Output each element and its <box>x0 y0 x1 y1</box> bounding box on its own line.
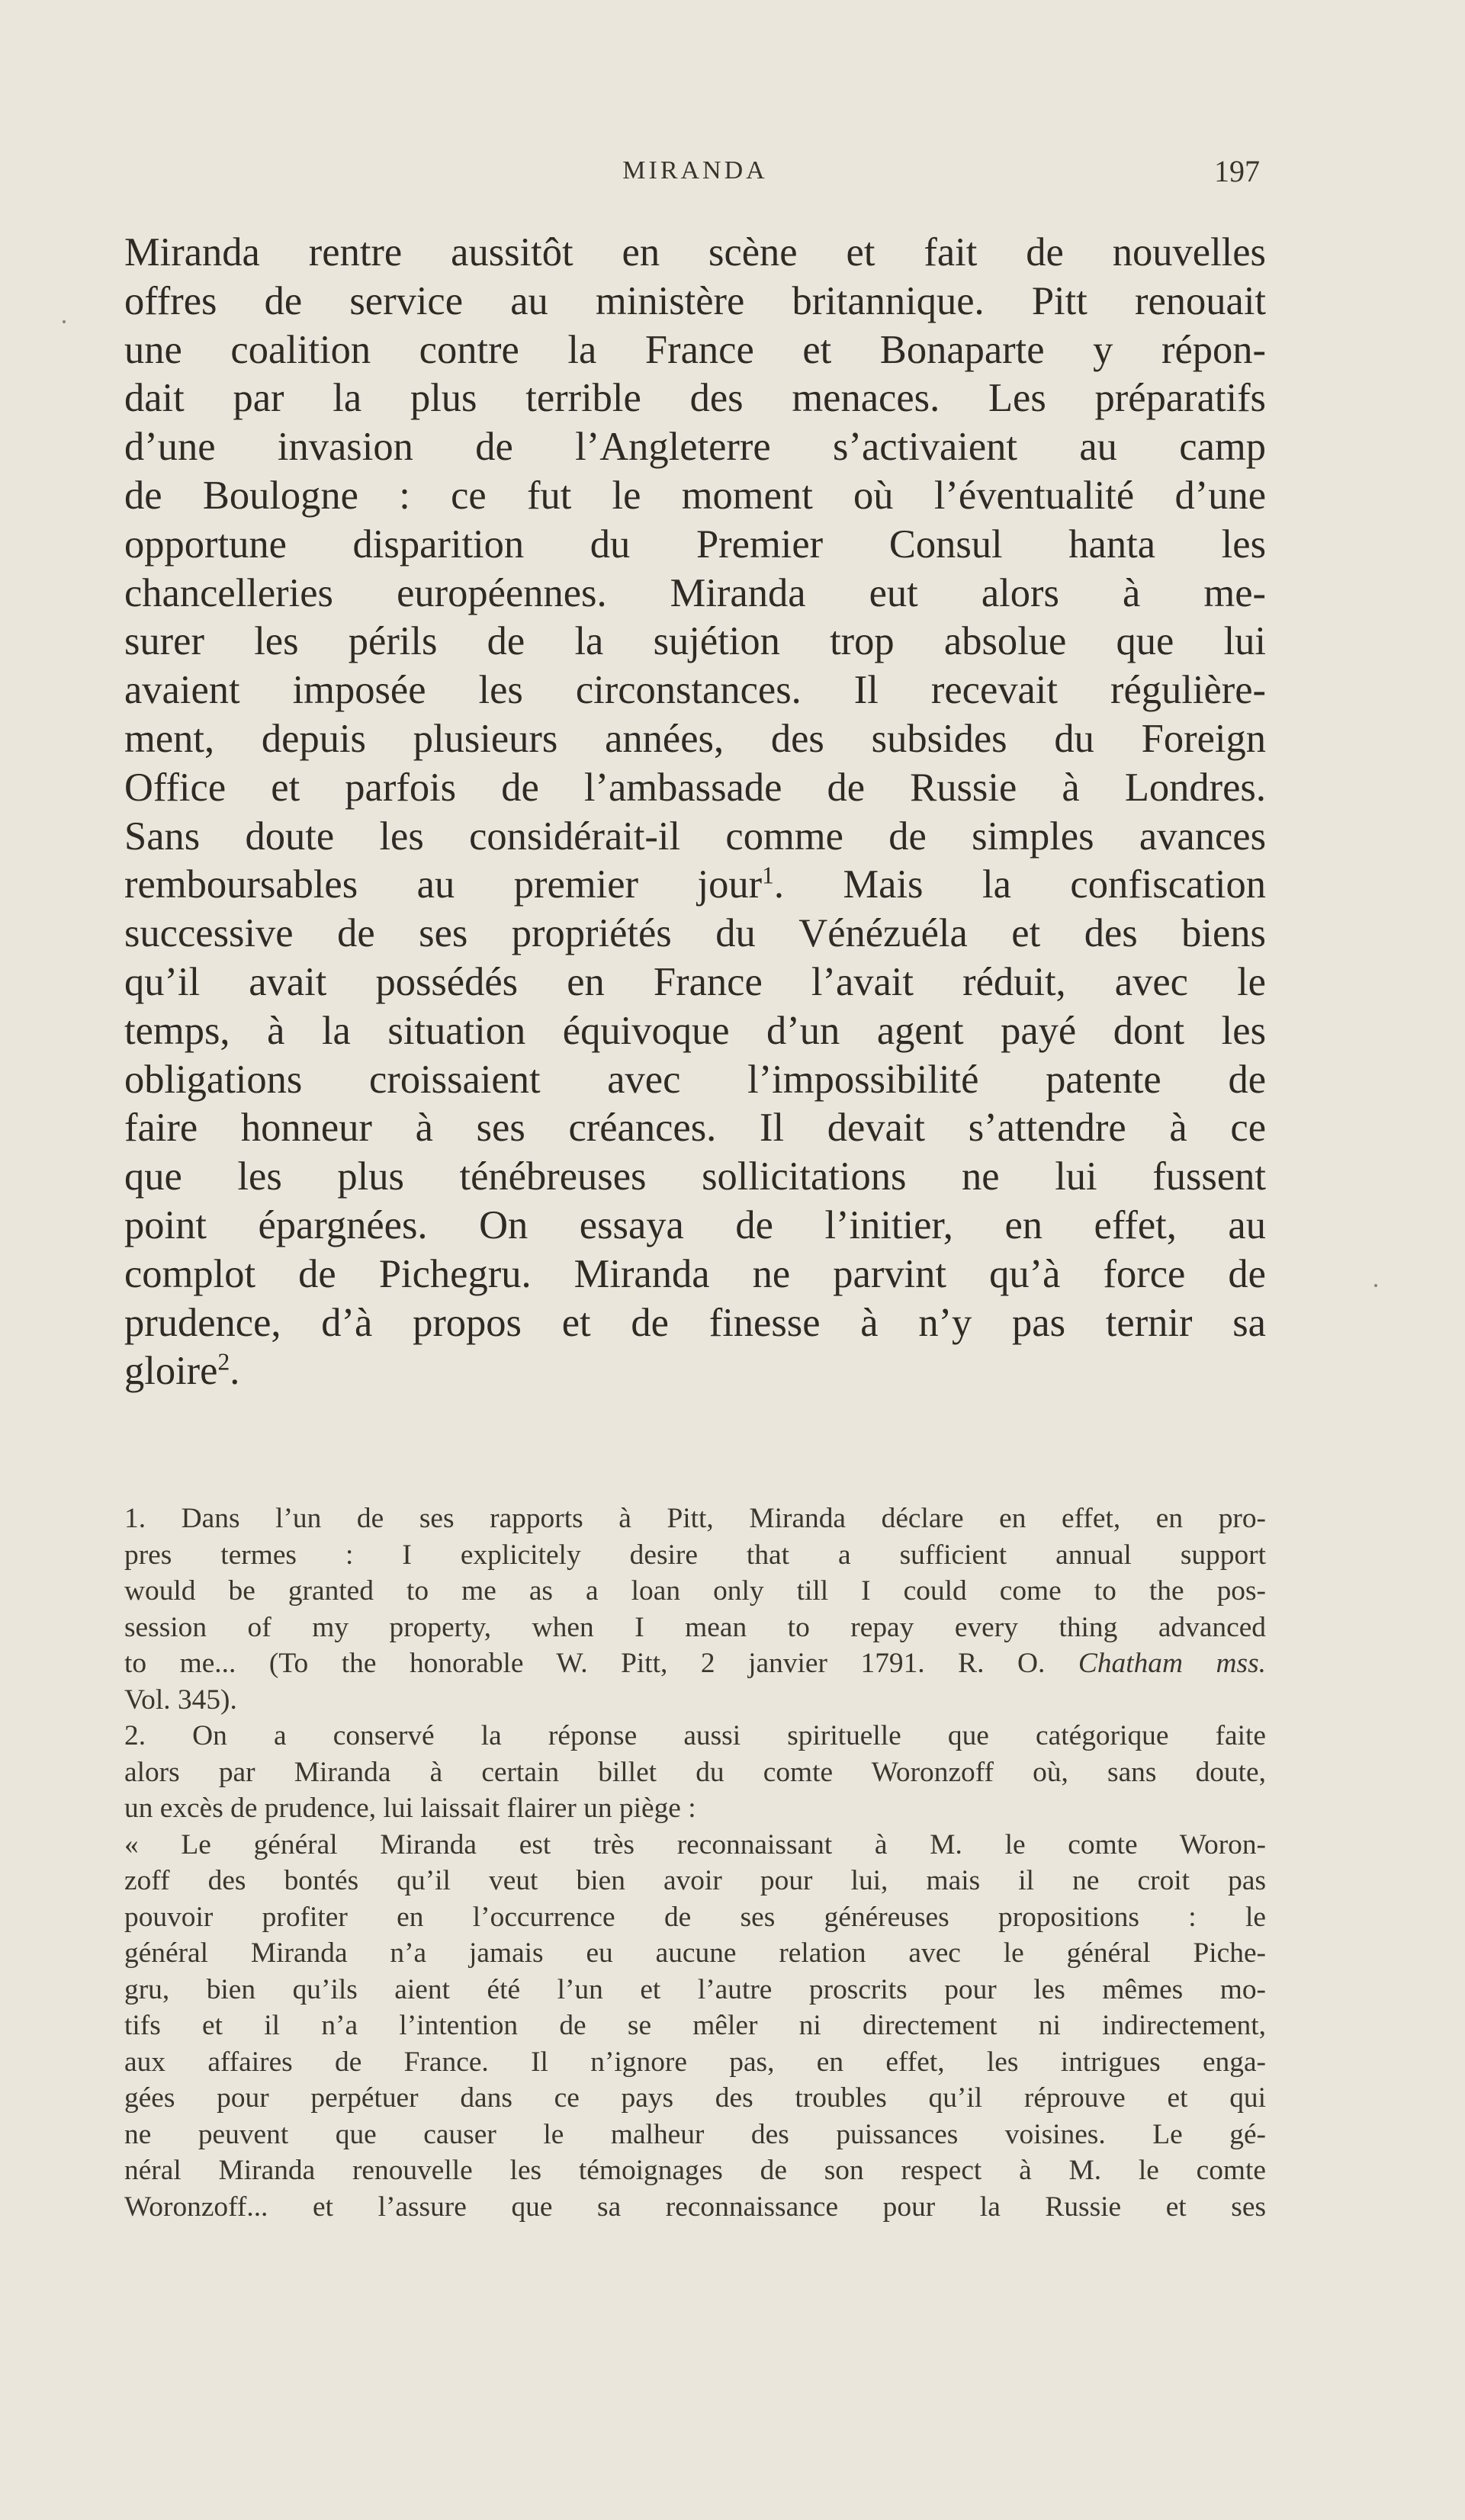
footnote-line: Woronzoff... et l’assure que sa reconnaissance pour la Russie et ses <box>124 2191 1266 2223</box>
footnote-line: zoff des bontés qu’il veut bien avoir pour lui, mais il ne croit pas <box>124 1865 1266 1896</box>
footnote-line: général Miranda n’a jamais eu aucune relation avec le général Piche- <box>124 1937 1266 1969</box>
body-line: avaient imposée les circonstances. Il recevait régulière- <box>124 668 1266 713</box>
body-line-text: . <box>230 1349 240 1394</box>
footnote-ref-1: 1 <box>762 862 774 889</box>
footnote-line: gées pour perpétuer dans ce pays des troubles qu’il réprouve et qui <box>124 2082 1266 2114</box>
body-line-text: . Mais la confiscation <box>773 862 1266 907</box>
body-line: successive de ses propriétés du Vénézuéla et des biens <box>124 911 1266 956</box>
footnote-line: tifs et il n’a l’intention de se mêler ni directement ni indirectement, <box>124 2010 1266 2041</box>
body-line: Office et parfois de l’ambassade de Russie à Londres. <box>124 765 1266 810</box>
body-line: chancelleries européennes. Miranda eut alors à me- <box>124 570 1266 615</box>
body-line: prudence, d’à propos et de finesse à n’y pas ternir sa <box>124 1300 1266 1345</box>
body-text <box>124 229 1266 1396</box>
body-line: Sans doute les considérait-il comme de simples avances <box>124 814 1266 859</box>
footnote-line: « Le général Miranda est très reconnaissant à M. le comte Woron- <box>124 1828 1266 1860</box>
body-line-text: gloire <box>124 1349 218 1394</box>
body-line: surer les périls de la sujétion trop absolue que lui <box>124 619 1266 664</box>
footnote-line: pres termes : I explicitely desire that a sufficient annual support <box>124 1539 1266 1571</box>
body-line: d’une invasion de l’Angleterre s’activaient au camp <box>124 425 1266 470</box>
footnote-line <box>124 1645 1266 1682</box>
body-line: point épargnées. On essaya de l’initier, en effet, au <box>124 1202 1266 1247</box>
body-line <box>124 861 1266 910</box>
body-line: obligations croissaient avec l’impossibilité patente de <box>124 1057 1266 1102</box>
footnote-line: néral Miranda renouvelle les témoignages de son respect à M. le comte <box>124 2155 1266 2186</box>
body-line: qu’il avait possédés en France l’avait réduit, avec le <box>124 959 1266 1004</box>
body-line: opportune disparition du Premier Consul hanta les <box>124 522 1266 567</box>
footnote-ref-2: 2 <box>217 1348 230 1376</box>
body-line: offres de service au ministère britannique. Pitt renouait <box>124 278 1266 323</box>
footnote-text: to me... (To the honorable W. Pitt, 2 janvier 1791. R. O. <box>124 1648 1046 1679</box>
footnote-line: un excès de prudence, lui laissait flairer un piège : <box>124 1793 696 1824</box>
footnote-line: Vol. 345). <box>124 1684 237 1716</box>
footnote-line: alors par Miranda à certain billet du comte Woronzoff où, sans doute, <box>124 1756 1266 1788</box>
footnote-line: pouvoir profiter en l’occurrence de ses généreuses propositions : le <box>124 1901 1266 1933</box>
body-line: dait par la plus terrible des menaces. Les préparatifs <box>124 376 1266 421</box>
body-line: Miranda rentre aussitôt en scène et fait de nouvelles <box>124 230 1266 274</box>
footnote-line: gru, bien qu’ils aient été l’un et l’autre proscrits pour les mêmes mo- <box>124 1973 1266 2005</box>
footnote-line: session of my property, when I mean to repay every thing advanced <box>124 1611 1266 1643</box>
running-title: MIRANDA <box>622 156 768 185</box>
footnotes <box>124 1501 1266 2225</box>
footnote-line: ne peuvent que causer le malheur des puissances voisines. Le gé- <box>124 2118 1266 2150</box>
paper-speck <box>1374 1284 1377 1287</box>
footnote-line: would be granted to me as a loan only till I could come to the pos- <box>124 1575 1266 1607</box>
footnote-italic: Chatham mss. <box>1078 1648 1266 1679</box>
footnote-line: 2. On a conservé la réponse aussi spirituelle que catégorique faite <box>124 1720 1266 1751</box>
running-head <box>124 156 1266 202</box>
body-line <box>124 1347 1266 1396</box>
body-line: faire honneur à ses créances. Il devait s’attendre à ce <box>124 1106 1266 1151</box>
body-line: complot de Pichegru. Miranda ne parvint qu’à force de <box>124 1251 1266 1296</box>
body-line: une coalition contre la France et Bonaparte y répon- <box>124 327 1266 372</box>
body-line: que les plus ténébreuses sollicitations ne lui fussent <box>124 1154 1266 1199</box>
footnote-line: 1. Dans l’un de ses rapports à Pitt, Miranda déclare en effet, en pro- <box>124 1503 1266 1534</box>
page-number: 197 <box>1214 154 1260 188</box>
body-line-text: remboursables au premier jour <box>124 862 763 907</box>
body-line: de Boulogne : ce fut le moment où l’éventualité d’une <box>124 473 1266 518</box>
body-line: temps, à la situation équivoque d’un agent payé dont les <box>124 1008 1266 1053</box>
paper-speck <box>63 320 66 323</box>
footnote-line: aux affaires de France. Il n’ignore pas, en effet, les intrigues enga- <box>124 2046 1266 2078</box>
body-line: ment, depuis plusieurs années, des subsides du Foreign <box>124 716 1266 761</box>
